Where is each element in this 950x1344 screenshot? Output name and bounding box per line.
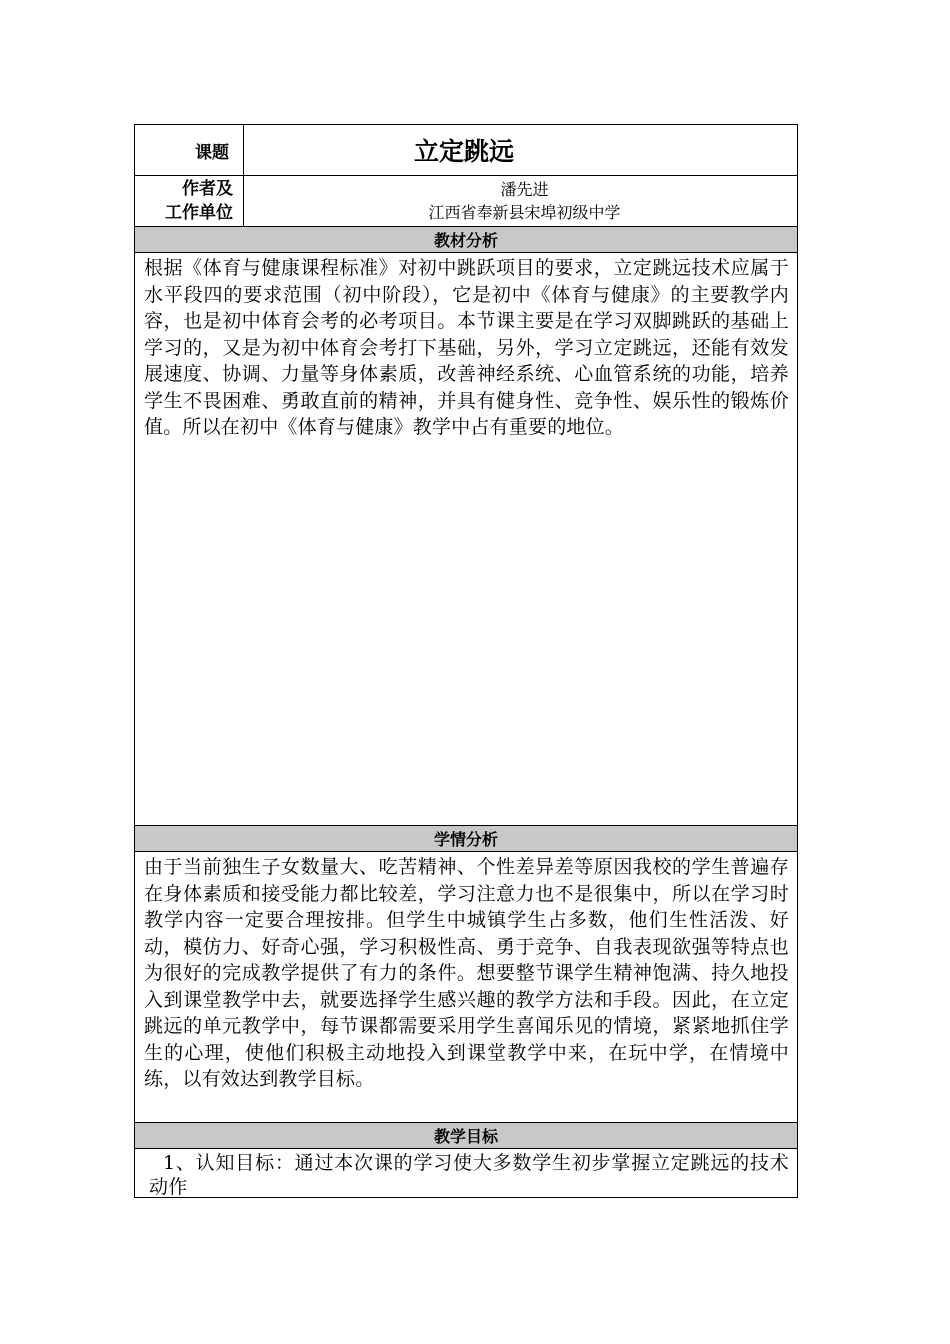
author-unit: 江西省奉新县宋埠初级中学 [428, 203, 621, 222]
author-row [135, 176, 797, 227]
section-heading-student-analysis: 学情分析 [135, 826, 797, 851]
section-heading-material-analysis: 教材分析 [135, 227, 797, 252]
section-heading-teaching-goals: 教学目标 [135, 1123, 797, 1148]
teaching-goals-header-row [135, 1123, 797, 1149]
material-analysis-header-row [135, 227, 797, 253]
teaching-goals-text: 1、认知目标：通过本次课的学习使大多数学生初步掌握立定跳远的技术动作 [149, 1152, 789, 1198]
lesson-plan-table [134, 124, 798, 1198]
material-analysis-text: 根据《体育与健康课程标准》对初中跳跃项目的要求，立定跳远技术应属于水平段四的要求范围（初中阶段），它是初中《体育与健康》的主要教学内容，也是初中体育会考的必考项目。本节课主要是在学习双脚跳跃的基础上学习的，又是为初中体育会考打下基础，另外，学习立定跳远，还能有效发展速度、协调、力量等身体素质，改善神经系统、心血管系统的功能，培养学生不畏困难、勇敢直前的精神，并具有健身性、竞争性、娱乐性的锻炼价值。所以在初中《体育与健康》教学中占有重要的地位。 [144, 257, 789, 438]
author-name: 潘先进 [500, 180, 549, 199]
student-analysis-text: 由于当前独生子女数量大、吃苦精神、个性差异差等原因我校的学生普遍存在身体素质和接受能力都比较差，学习注意力也不是很集中，所以在学习时教学内容一定要合理按排。但学生中城镇学生占多数，他们生性活泼、好动，模仿力、好奇心强，学习积极性高、勇于竞争、自我表现欲强等特点也为很好的完成教学提供了有力的条件。想要整节课学生精神饱满、持久地投入到课堂教学中去，就要选择学生感兴趣的教学方法和手段。因此，在立定跳远的单元教学中，每节课都需要采用学生喜闻乐见的情境，紧紧地抓住学生的心理，使他们积极主动地投入到课堂教学中来，在玩中学，在情境中练，以有效达到教学目标。 [144, 856, 789, 1090]
author-label [135, 176, 244, 226]
material-analysis-body-row [135, 253, 797, 826]
student-analysis-body-row [135, 852, 797, 1123]
lesson-title: 立定跳远 [414, 137, 515, 166]
title-row [135, 125, 797, 176]
author-label-line1: 作者及 [182, 179, 233, 199]
teaching-goals-body-row [135, 1149, 797, 1197]
author-info [244, 176, 797, 226]
title-label: 课题 [135, 125, 244, 175]
author-label-line2: 工作单位 [165, 203, 233, 223]
student-analysis-header-row [135, 826, 797, 852]
